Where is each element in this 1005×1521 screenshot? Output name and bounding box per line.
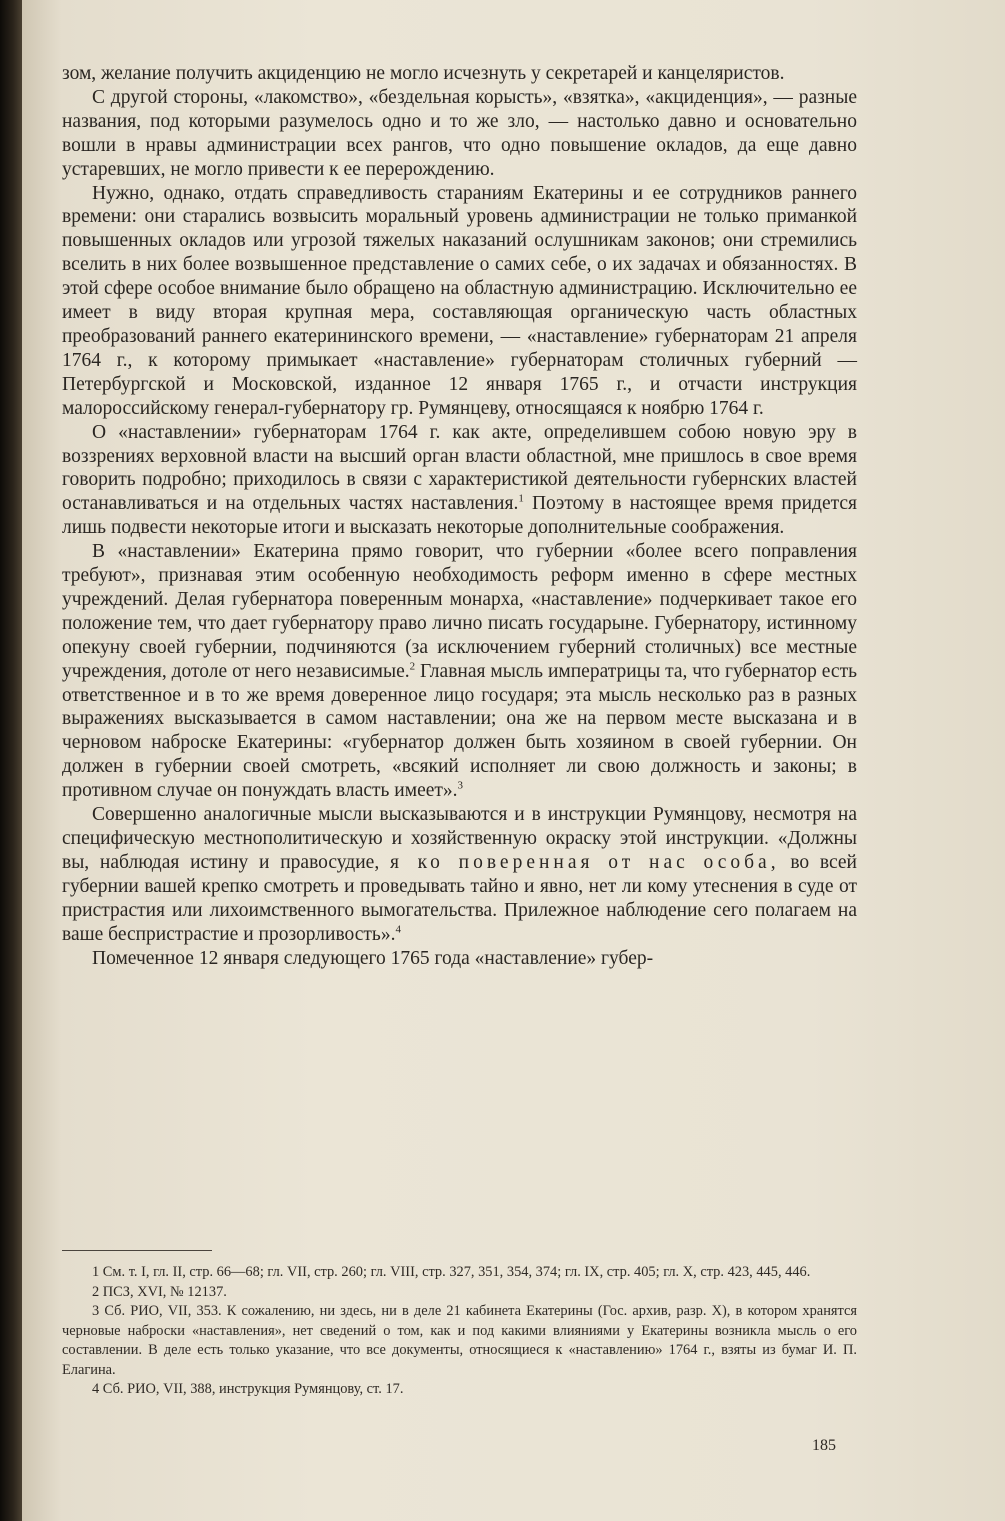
page-number: 185 xyxy=(812,1437,836,1454)
paragraph-5-tail: Главная мысль императрицы та, что губернатор есть ответственное и в то же время доверенное лицо государя; эта мысль несколько раз в разных выражениях высказывается в самом наставлении; она же на первом месте высказана и в черновом наброске Екатерины: «губернатор должен быть хозяином в своей губернии. Он должен в губернии своей смотреть, «всякий исполняет ли свою должность и законы; в противном случае он понуждать власть имеет». xyxy=(62,660,857,802)
footnote-divider xyxy=(62,1250,212,1251)
footnote-mark-4: 4 xyxy=(395,923,401,936)
footnote-1: 1 См. т. I, гл. II, стр. 66—68; гл. VII, стр. 260; гл. VIII, стр. 327, 351, 354, 374; гл. IX, стр. 405; гл. X, стр. 423, 445, 446. xyxy=(92,1264,811,1280)
paragraph-4 xyxy=(62,421,857,541)
footnote-mark-1: 1 xyxy=(518,492,524,505)
paragraph-6-tail: во всей губернии вашей крепко смотреть и проведывать тайно и явно, нет ли кому утеснения в суде от пристрастия или лихоимственного вымогательства. Прилежное наблюдение сего полагаем на ваше беспристрастие и прозорливость». xyxy=(62,851,857,945)
paragraph-6-text: Совершенно аналогичные мысли высказываются и в инструкции Румянцову, несмотря на специфическую местнополитическую и хозяйственную окраску этой инструкции. «Должны вы, наблюдая истину и правосудие, xyxy=(62,804,857,873)
main-text xyxy=(62,62,857,970)
footnote-4: 4 Сб. РИО, VII, 388, инструкция Румянцову, ст. 17. xyxy=(92,1381,404,1397)
book-page xyxy=(22,0,1005,1521)
spaced-emphasis: я ко поверенная от нас особа, xyxy=(389,851,780,873)
footnote-mark-2: 2 xyxy=(409,660,416,673)
paragraph-6 xyxy=(62,803,857,946)
paragraph-4-text: О «наставлении» губернаторам 1764 г. как акте, определившем собою новую эру в воззрениях верховной власти на высший орган власти областной, мне пришлось в свое время говорить подробно; приходилось в связи с характеристикой деятельности губернских властей останавливаться и на отдельных частях наставления. xyxy=(62,421,857,515)
paragraph-2: С другой стороны, «лакомство», «бездельная корысть», «взятка», «акциденция», — разные названия, под которыми разумелось одно и то же зло, — настолько давно и основательно вошли в нравы администрации всех рангов, что одно повышение окладов, да еще давно устаревших, не могло привести к ее перерождению. xyxy=(62,86,857,180)
paragraph-3: Нужно, однако, отдать справедливость стараниям Екатерины и ее сотрудников раннего времени: они старались возвысить моральный уровень администрации не только приманкой повышенных окладов или угрозой тяжелых наказаний ослушникам законов; они стремились вселить в них более возвышенное представление о самих себе, о их задачах и обязанностях. В этой сфере особое внимание было обращено на областную администрацию. Исключительно ее имеет в виду вторая крупная мера, составляющая органическую часть областных преобразований раннего екатерининского времени, — «наставление» губернаторам 21 апреля 1764 г., к которому примыкает «наставление» губернаторам столичных губерний — Петербургской и Московской, изданное 12 января 1765 г., и отчасти инструкция малороссийскому генерал-губернатору гр. Румянцеву, относящаяся к ноябрю 1764 г. xyxy=(62,182,857,419)
footnote-mark-3: 3 xyxy=(457,779,464,792)
book-spine-shadow xyxy=(0,0,22,1521)
footnote-2: 2 ПСЗ, XVI, № 12137. xyxy=(92,1283,227,1300)
paragraph-5 xyxy=(62,540,857,803)
paragraph-7: Помеченное 12 января следующего 1765 года «наставление» губер- xyxy=(92,947,654,969)
paragraph-4-tail: Поэтому в настоящее время придется лишь подвести некоторые итоги и высказать некоторые дополнительные соображения. xyxy=(62,493,857,539)
footnotes xyxy=(62,1263,857,1400)
paragraph-5-text: В «наставлении» Екатерина прямо говорит, что губернии «более всего поправления требуют», признавая этим особенную необходимость реформ именно в сфере местных учреждений. Делая губернатора поверенным монарха, «наставление» подчеркивает такое его положение тем, что дает губернатору право лично писать государыне. Губернатору, истинному опекуну своей губернии, подчиняются (за исключением губерний столичных) все местные учреждения, дотоле от него независимые. xyxy=(62,541,857,682)
paragraph-1: зом, желание получить акциденцию не могло исчезнуть у секретарей и канцеляристов. xyxy=(62,63,785,84)
footnote-3: 3 Сб. РИО, VII, 353. К сожалению, ни здесь, ни в деле 21 кабинета Екатерины (Гос. архив, разр. X), в котором хранятся черновые наброски «наставления», нет сведений о том, как и под какими влияниями у Екатерины возникла мысль о его составлении. В деле есть только указание, что все документы, относящиеся к «наставлению» 1764 г., взяты из бумаг И. П. Елагина. xyxy=(62,1303,857,1378)
